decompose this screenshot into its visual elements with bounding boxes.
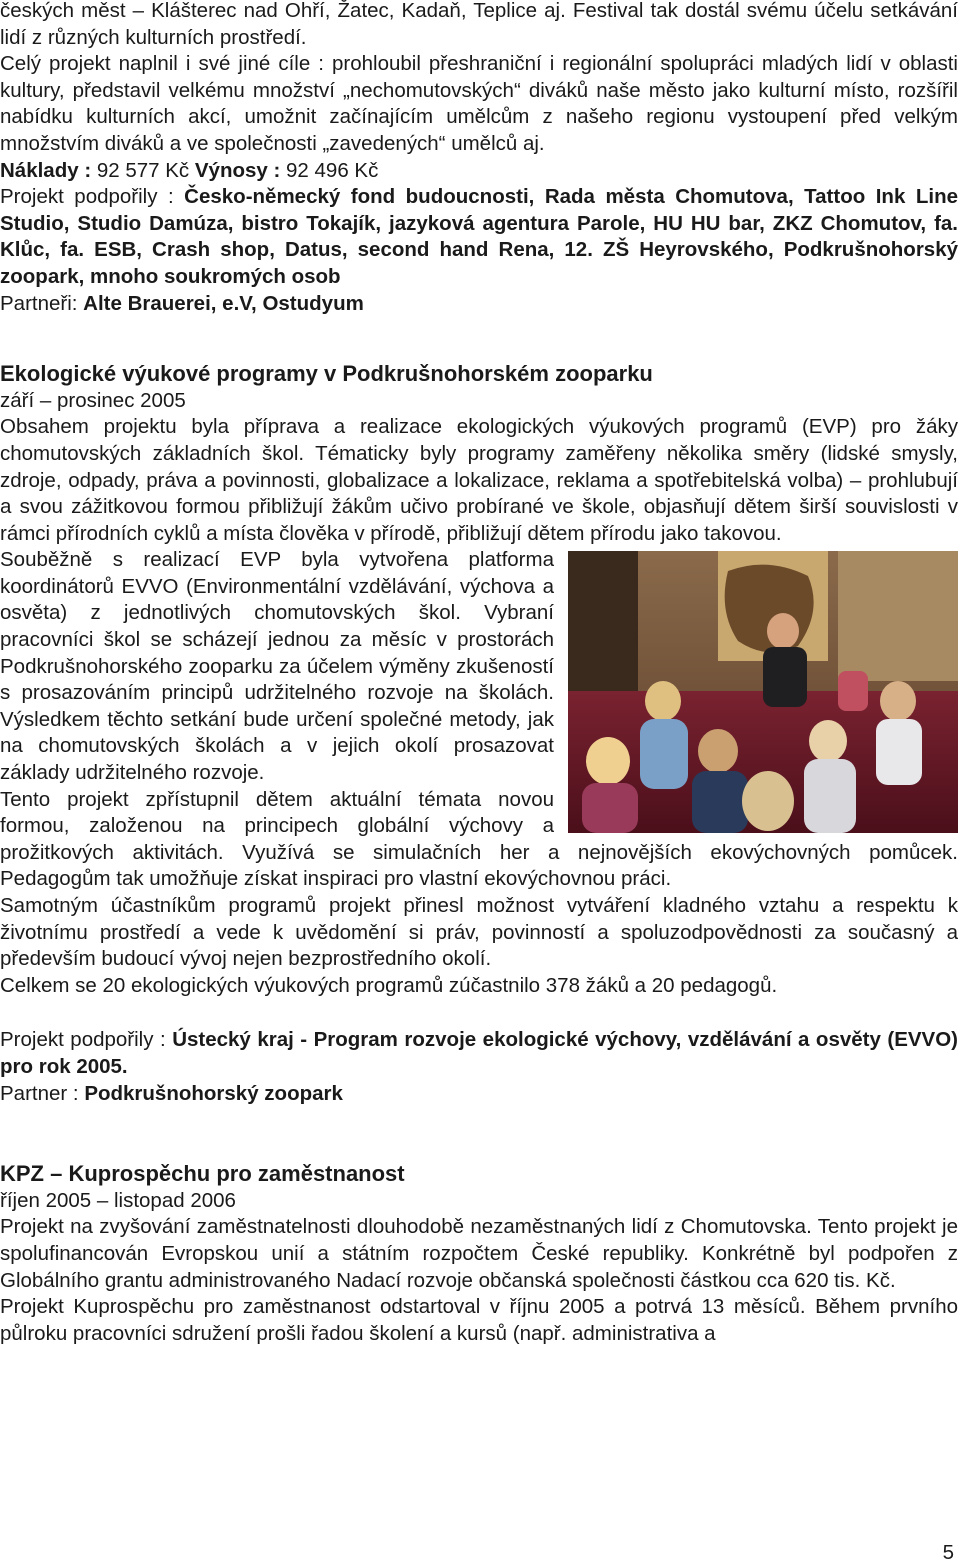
paragraph-project-goals: Celý projekt naplnil i své jiné cíle : prohloubil přeshraniční i regionální spolupráci mladých lidí v oblasti kultury, představil velkému množství „nechomutovských“ diváků naše město jako kulturní místo, rozšířil nabídku kulturních akcí, umožnit začínajícím umělcům z našeho regionu vystoupení před velkým množstvím diváků a ve společnosti „zavedených“ umělců aj. (0, 52, 958, 155)
section-gap (0, 317, 958, 361)
partners-line (0, 291, 958, 318)
costs-value: 92 577 Kč (91, 158, 195, 182)
paragraph-kpz-start: Projekt Kuprospěchu pro zaměstnanost odstartoval v říjnu 2005 a potrvá 13 měsíců. Během prvního půlroku pracovníci sdružení prošli řadou školení a kursů (např. administrativa a (0, 1295, 958, 1345)
support-value-eco: Ústecký kraj - Program rozvoje ekologické výchovy, vzdělávání a osvěty (EVVO) pro rok 2005. (0, 1028, 958, 1078)
section-heading-eco-programs: Ekologické výukové programy v Podkrušnohorském zooparku (0, 361, 653, 387)
costs-label: Náklady : (0, 158, 92, 182)
section-date: září – prosinec 2005 (0, 388, 186, 412)
support-label: Projekt podpořily : (0, 185, 185, 209)
partners-label: Partneři: (0, 291, 84, 315)
section-date-kpz: říjen 2005 – listopad 2006 (0, 1188, 236, 1212)
paragraph-festival-end: českých měst – Klášterec nad Ohří, Žatec, Kadaň, Teplice aj. Festival tak dostál svému účelu setkávání lidí z různých kulturních prostředí. (0, 0, 958, 49)
section-gap (0, 999, 958, 1027)
support-paragraph (0, 184, 958, 290)
paragraph-participants: Samotným účastníkům programů projekt přinesl možnost vytváření kladného vztahu a respektu k životnímu prostředí a vede k uvědomění si práv, povinností a spoluzodpovědnosti za současný a především budoucí vývoj nejen bezprostředního okolí. (0, 894, 958, 971)
support-paragraph-eco (0, 1027, 958, 1080)
photo-children-workshop (568, 551, 958, 833)
paragraph-kpz-intro: Projekt na zvyšování zaměstnatelnosti dlouhodobě nezaměstnaných lidí z Chomutovska. Tento projekt je spolufinancován Evropskou unií a státním rozpočtem České republiky. Konkrétně byl podpořen z Globálního grantu administrovaného Nadací rozvoje občanská společnosti částkou cca 620 tis. Kč. (0, 1215, 958, 1292)
paragraph-evvo-platform: Souběžně s realizací EVP byla vytvořena platforma koordinátorů EVVO (Environmentální vzdělávání, výchova a osvěta) z jednotlivých chomutovských škol. Vybraní pracovníci škol se scházejí jednou za měsíc v prostorách Podkrušnohorského zooparku za účelem výměny zkušeností s prosazováním principů udržitelného rozvoje na školách. Výsledkem těchto setkání bude určení společné metody, jak na chomutovských školách a v jejich okolí prosazovat základy udržitelného rozvoje. (0, 548, 554, 785)
support-label-eco: Projekt podpořily : (0, 1028, 173, 1052)
partner-value-eco: Podkrušnohorský zoopark (84, 1081, 343, 1105)
photo-image (568, 551, 958, 833)
paragraph-evp-content: Obsahem projektu byla příprava a realizace ekologických výukových programů (EVP) pro žáky chomutovských základních škol. Tématicky byly programy zaměřeny několika směry (lidské smysly, zdroje, odpady, práva a povinnosti, globalizace a lokalizace, reklama a spotřebitelská volba) – prohlubují a svou zážitkovou formou přibližují žákům učivo probírané ve škole, objasňují dětem širší souvislosti v rámci přírodních cyklů a místa člověka v přírodě, přibližují dětem přírodu jako takovou. (0, 415, 958, 545)
partner-label-eco: Partner : (0, 1081, 85, 1105)
section-heading-kpz: KPZ – Kuprospěchu pro zaměstnanost (0, 1161, 405, 1187)
costs-line (0, 158, 958, 185)
partners-value: Alte Brauerei, e.V, Ostudyum (83, 291, 364, 315)
section-gap (0, 1107, 958, 1161)
income-label: Výnosy : (194, 158, 281, 182)
income-value: 92 496 Kč (280, 158, 379, 182)
support-value: Česko-německý fond budoucnosti, Rada města Chomutova, Tattoo Ink Line Studio, Studio Damúza, bistro Tokajík, jazyková agentura Parole, HU HU bar, ZKZ Chomutov, fa. Klůc, fa. ESB, Crash shop, Datus, second hand Rena, 12. ZŠ Heyrovského, Podkrušnohorský zoopark, mnoho soukromých osob (0, 185, 958, 288)
paragraph-totals: Celkem se 20 ekologických výukových programů zúčastnilo 378 žáků a 20 pedagogů. (0, 973, 778, 997)
paragraph-project-access: Tento projekt zpřístupnil dětem aktuální témata novou formou, založenou na principech globální výchovy a prožitkových aktivitách. Využívá se simulačních her a nejnovějších ekovýchovných pomůcek. Pedagogům tak umožňuje získat inspiraci pro vlastní ekovýchovnou práci. (0, 787, 958, 891)
partner-line-eco (0, 1081, 958, 1108)
page-number: 5 (942, 1541, 954, 1564)
